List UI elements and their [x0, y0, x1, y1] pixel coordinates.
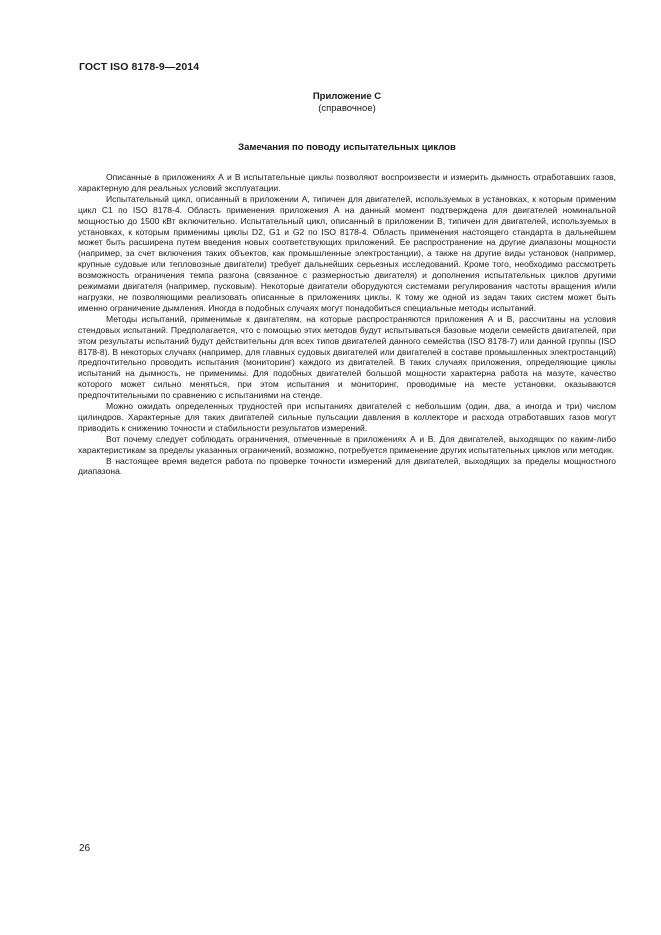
paragraph: Испытательный цикл, описанный в приложении А, типичен для двигателей, используемых в установках, к которым применим цикл С1 по ISO 8178-4. Область применения приложения А на данный момент подтверждена для двигателей номинальной мощностью до 1500 кВт включительно. Испытательный цикл, описанный в приложении В, типичен для двигателей, используемых в установках, к которым применимы циклы D2, G1 и G2 по ISO 8178-4. Область применения настоящего стандарта в дальнейшем может быть расширена путем введения новых соответствующих приложений. Ее распространение на другие диапазоны мощности (например, за счет включения таких объектов, как промышленные электростанции), а также на другие виды установок (например, крупные судовые или тепловозные двигатели) требует дальнейших серьезных исследований. Кроме того, необходимо рассмотреть возможность ограничения темпа разгона (связанное с размерностью двигателя) и дополнения испытательных циклов другими режимами двигателя (например, пусковым). Некоторые двигатели оборудуются системами регулирования частоты вращения и/или нагрузки, не позволяющими реализовать описанные в приложениях циклы. К тому же одной из задач таких систем может быть именно ограничение дымления. Иногда в подобных случаях могут понадобиться специальные методы испытаний. — [78, 193, 616, 313]
standard-header: ГОСТ ISO 8178-9—2014 — [79, 61, 200, 73]
paragraph: Методы испытаний, применимые к двигателям, на которые распространяются приложения А и В, рассчитаны на условия стендовых испытаний. Предполагается, что с помощью этих методов будут испытываться базовые модели семейств двигателей, при этом результаты испытаний будут действительны для всех типов двигателей данного семейства (ISO 8178-7) или данной группы (ISO 8178-8). В некоторых случаях (например, для главных судовых двигателей или двигателей в составе промышленных электростанций) предпочтительно проводить испытания (мониторинг) каждого из двигателей. В таких случаях приложения, определяющие циклы испытаний на дымность, не применимы. Для подобных двигателей большой мощности характерна работа на мазуте, качество которого может сильно меняться, при этом испытания и мониторинг, проводимые на месте установки, оказываются предпочтительными по сравнению с испытаниями на стенде. — [78, 313, 616, 401]
paragraph: В настоящее время ведется работа по проверке точности измерений для двигателей, выходящих за пределы мощностного диапазона. — [78, 455, 616, 477]
section-heading: Замечания по поводу испытательных циклов — [238, 142, 456, 153]
page-number: 26 — [79, 843, 91, 854]
annex-label — [78, 91, 616, 115]
body-text — [78, 172, 616, 477]
paragraph: Описанные в приложениях А и В испытательные циклы позволяют воспроизвести и измерить дымность отработавших газов, характерную для реальных условий эксплуатации. — [78, 172, 616, 193]
annex-note: (справочное) — [318, 103, 376, 114]
paragraph: Вот почему следует соблюдать ограничения, отмеченные в приложениях А и В. Для двигателей, выходящих по каким-либо характеристикам за пределы указанных ограничений, возможно, потребуется применение других испытательных циклов или методик. — [78, 433, 616, 455]
annex-title: Приложение С — [312, 91, 382, 102]
paragraph: Можно ожидать определенных трудностей при испытаниях двигателей с небольшим (один, два, а иногда и три) числом цилиндров. Характерные для таких двигателей сильные пульсации давления в коллекторе и расхода отработавших газов могут приводить к снижению точности и стабильности результатов измерений. — [78, 401, 616, 433]
